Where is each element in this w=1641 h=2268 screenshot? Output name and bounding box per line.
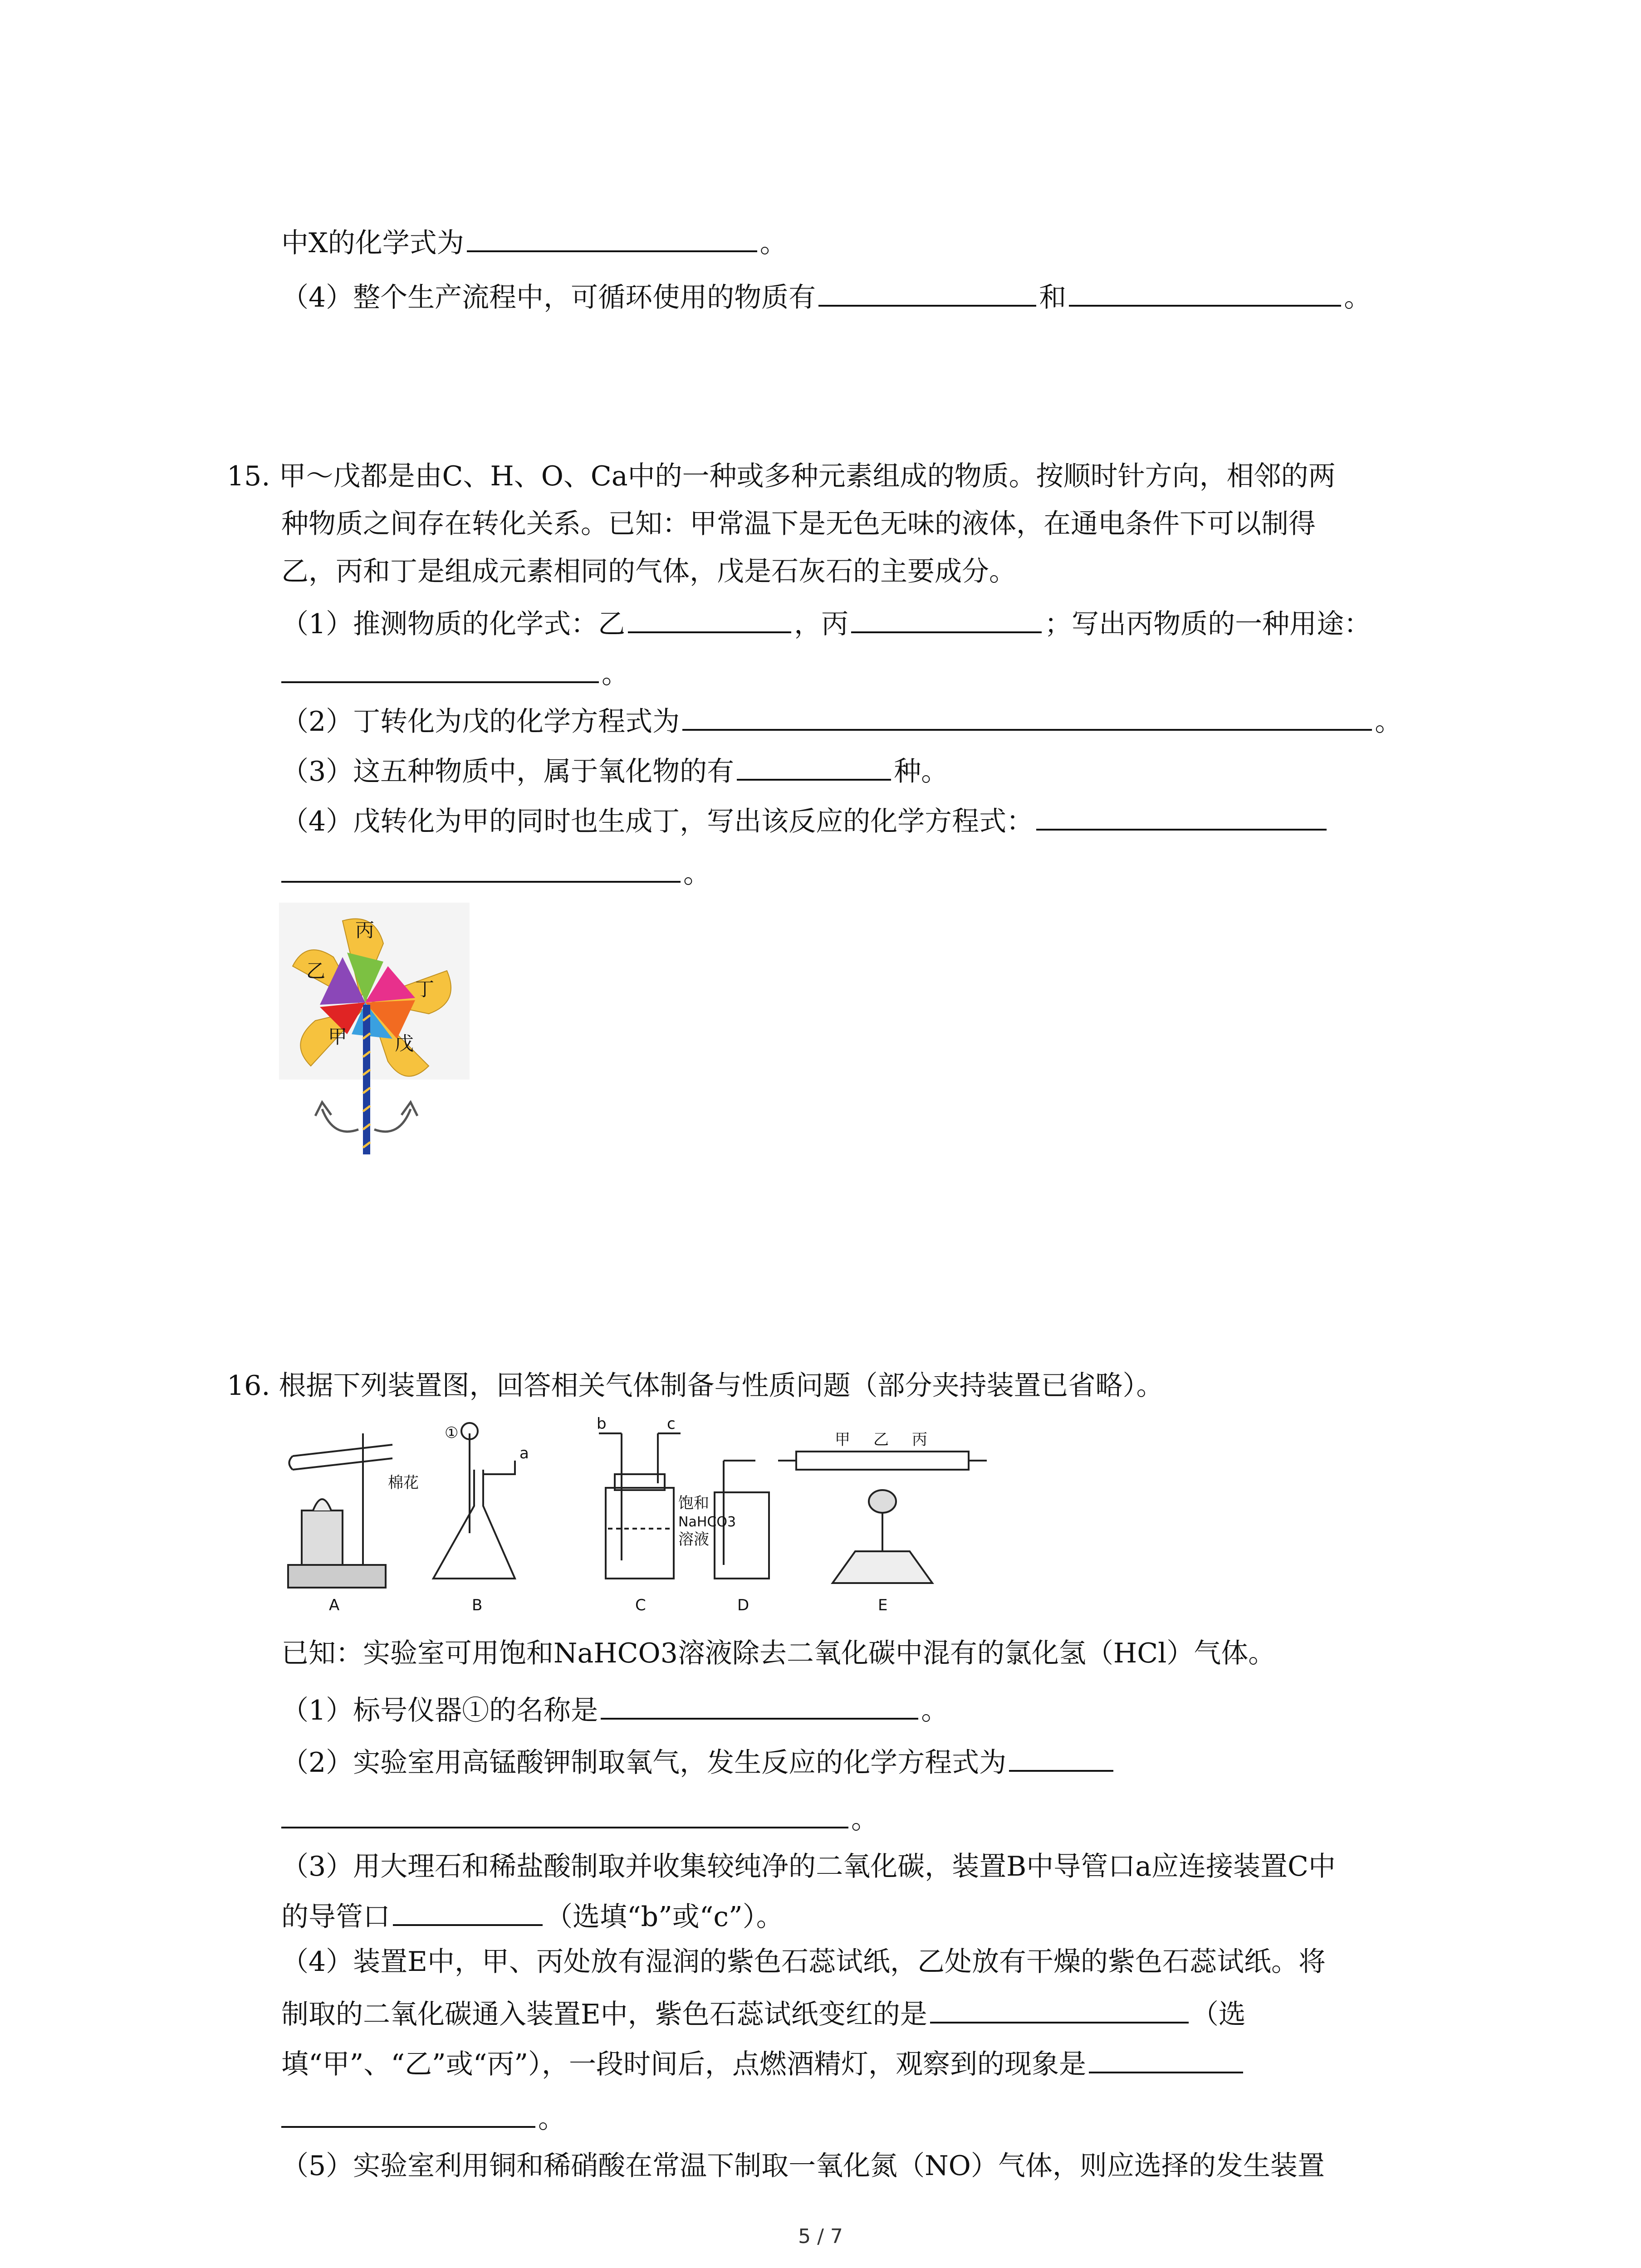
q15-p3-end: 种。: [894, 756, 949, 787]
label-A: A: [329, 1596, 340, 1614]
q14-line-4: [281, 277, 1371, 316]
answer-blank[interactable]: [1089, 2043, 1243, 2073]
q16-stem: 16. 根据下列装置图，回答相关气体制备与性质问题（部分夹持装置已省略）。: [227, 1370, 1164, 1402]
label-bing: 丙: [912, 1431, 927, 1449]
q16-part-4-line-1: （4）装置E中，甲、丙处放有湿润的紫色石蕊试纸，乙处放有干燥的紫色石蕊试纸。将: [281, 1946, 1326, 1978]
q15-part-3: [281, 751, 948, 790]
answer-blank[interactable]: [628, 603, 791, 633]
pinwheel-figure: [279, 903, 470, 1080]
q16-part-2-cont: [281, 1799, 878, 1838]
q16-p4-select: （选: [1191, 1999, 1246, 2030]
label-port-a: a: [519, 1444, 529, 1462]
answer-blank[interactable]: [393, 1896, 543, 1926]
label-solution-3: 溶液: [678, 1530, 709, 1549]
label-cotton: 棉花: [388, 1474, 419, 1492]
q15-part-1-cont: [281, 653, 629, 692]
q16-p3-text: 的导管口: [281, 1901, 390, 1933]
q16-part-4-line-3: [281, 2043, 1246, 2082]
q15-p1-mid1: ，丙: [794, 608, 849, 640]
q15-p1-end: 。: [602, 658, 629, 690]
label-port-c: c: [667, 1415, 676, 1433]
apparatus-a-base: [288, 1565, 386, 1588]
q14-line-3: [281, 222, 787, 261]
rotate-arrow-right-icon: [374, 1109, 411, 1132]
label-solution-1: 饱和: [678, 1494, 709, 1512]
q16-p2-text: （2）实验室用高锰酸钾制取氧气，发生反应的化学方程式为: [281, 1747, 1007, 1779]
q15-stem-line-2: 种物质之间存在转化关系。已知：甲常温下是无色无味的液体，在通电条件下可以制得: [281, 508, 1316, 540]
q15-p3-text: （3）这五种物质中，属于氧化物的有: [281, 756, 735, 787]
q15-p1-mid2: ；写出丙物质的一种用途：: [1044, 608, 1372, 640]
answer-blank[interactable]: [281, 2098, 535, 2128]
q15-part-1: [281, 603, 1371, 642]
q14-line-4-and: 和: [1039, 282, 1067, 313]
q16-known: 已知：实验室可用饱和NaHCO3溶液除去二氧化碳中混有的氯化氢（HCl）气体。: [281, 1637, 1276, 1669]
q16-part-2: [281, 1742, 1116, 1781]
answer-blank[interactable]: [281, 1799, 848, 1828]
q16-part-3-line-2: [281, 1896, 784, 1935]
q14-line-3-text: 中X的化学式为: [281, 227, 464, 259]
q16-part-1: [281, 1690, 948, 1729]
q15-p4-end: 。: [683, 858, 710, 890]
answer-blank[interactable]: [281, 853, 681, 883]
q16-p1-text: （1）标号仪器①的名称是: [281, 1695, 598, 1726]
q14-line-4-text: （4）整个生产流程中，可循环使用的物质有: [281, 282, 816, 313]
label-port-b: b: [597, 1415, 607, 1433]
label-yi: 乙: [306, 960, 326, 982]
q16-part-3-line-1: （3）用大理石和稀盐酸制取并收集较纯净的二氧化碳，装置B中导管口a应连接装置C中: [281, 1851, 1336, 1882]
label-B: B: [472, 1596, 483, 1614]
answer-blank[interactable]: [1009, 1742, 1113, 1772]
q15-stem-line-3: 乙，丙和丁是组成元素相同的气体，戊是石灰石的主要成分。: [281, 556, 1016, 587]
q16-p4-text-2: 填“甲”、“乙”或“丙”），一段时间后，点燃酒精灯，观察到的现象是: [281, 2048, 1087, 2080]
answer-blank[interactable]: [851, 603, 1042, 633]
label-ding: 丁: [415, 978, 435, 1000]
label-wu: 戊: [395, 1032, 414, 1055]
q15-p2-text: （2）丁转化为戊的化学方程式为: [281, 706, 680, 738]
label-E: E: [878, 1596, 888, 1614]
q15-p2-end: 。: [1375, 706, 1402, 738]
q16-p2-end: 。: [851, 1804, 878, 1835]
pinwheel-svg: [279, 903, 470, 1157]
page-number: 5 / 7: [798, 2225, 843, 2248]
answer-blank[interactable]: [467, 222, 757, 252]
q15-stem-line-1: 15. 甲～戊都是由C、H、O、Ca中的一种或多种元素组成的物质。按顺时针方向，相邻的两: [227, 460, 1336, 492]
q15-part-4: [281, 801, 1329, 840]
label-jia: 甲: [328, 1026, 348, 1048]
rotate-arrow-left-icon: [322, 1109, 358, 1132]
q15-p4-text: （4）戊转化为甲的同时也生成丁，写出该反应的化学方程式：: [281, 806, 1034, 837]
q15-part-2: [281, 701, 1402, 740]
q16-part-4-line-4: [281, 2098, 565, 2137]
answer-blank[interactable]: [1036, 801, 1327, 831]
label-D: D: [737, 1596, 749, 1614]
answer-blank[interactable]: [818, 277, 1036, 307]
q16-p4-end: 。: [538, 2103, 565, 2135]
label-instrument-1: ①: [445, 1424, 459, 1442]
label-C: C: [635, 1596, 646, 1614]
answer-blank[interactable]: [737, 751, 891, 781]
q16-p3-end: （选填“b”或“c”）。: [545, 1901, 784, 1933]
q16-p4-text: 制取的二氧化碳通入装置E中，紫色石蕊试纸变红的是: [281, 1999, 927, 2030]
q16-part-4-line-2: [281, 1994, 1246, 2033]
label-yi: 乙: [873, 1431, 889, 1449]
apparatus-svg: [279, 1415, 996, 1619]
q14-line-4-end: 。: [1344, 282, 1372, 313]
label-bing: 丙: [355, 919, 375, 941]
answer-blank[interactable]: [281, 653, 599, 683]
q15-part-4-cont: [281, 853, 710, 892]
answer-blank[interactable]: [601, 1690, 918, 1720]
q16-part-5-line-1: （5）实验室利用铜和稀硝酸在常温下制取一氧化氮（NO）气体，则应选择的发生装置: [281, 2150, 1325, 2182]
q14-line-3-end: 。: [759, 227, 787, 259]
label-solution-2: NaHCO3: [678, 1514, 736, 1530]
q16-p1-end: 。: [921, 1695, 949, 1726]
label-jia: 甲: [835, 1431, 850, 1449]
apparatus-figure: [279, 1415, 996, 1619]
q15-p1-text: （1）推测物质的化学式：乙: [281, 608, 626, 640]
answer-blank[interactable]: [930, 1994, 1189, 2024]
pinwheel-pole: [363, 1005, 370, 1154]
answer-blank[interactable]: [1069, 277, 1341, 307]
answer-blank[interactable]: [682, 701, 1372, 731]
